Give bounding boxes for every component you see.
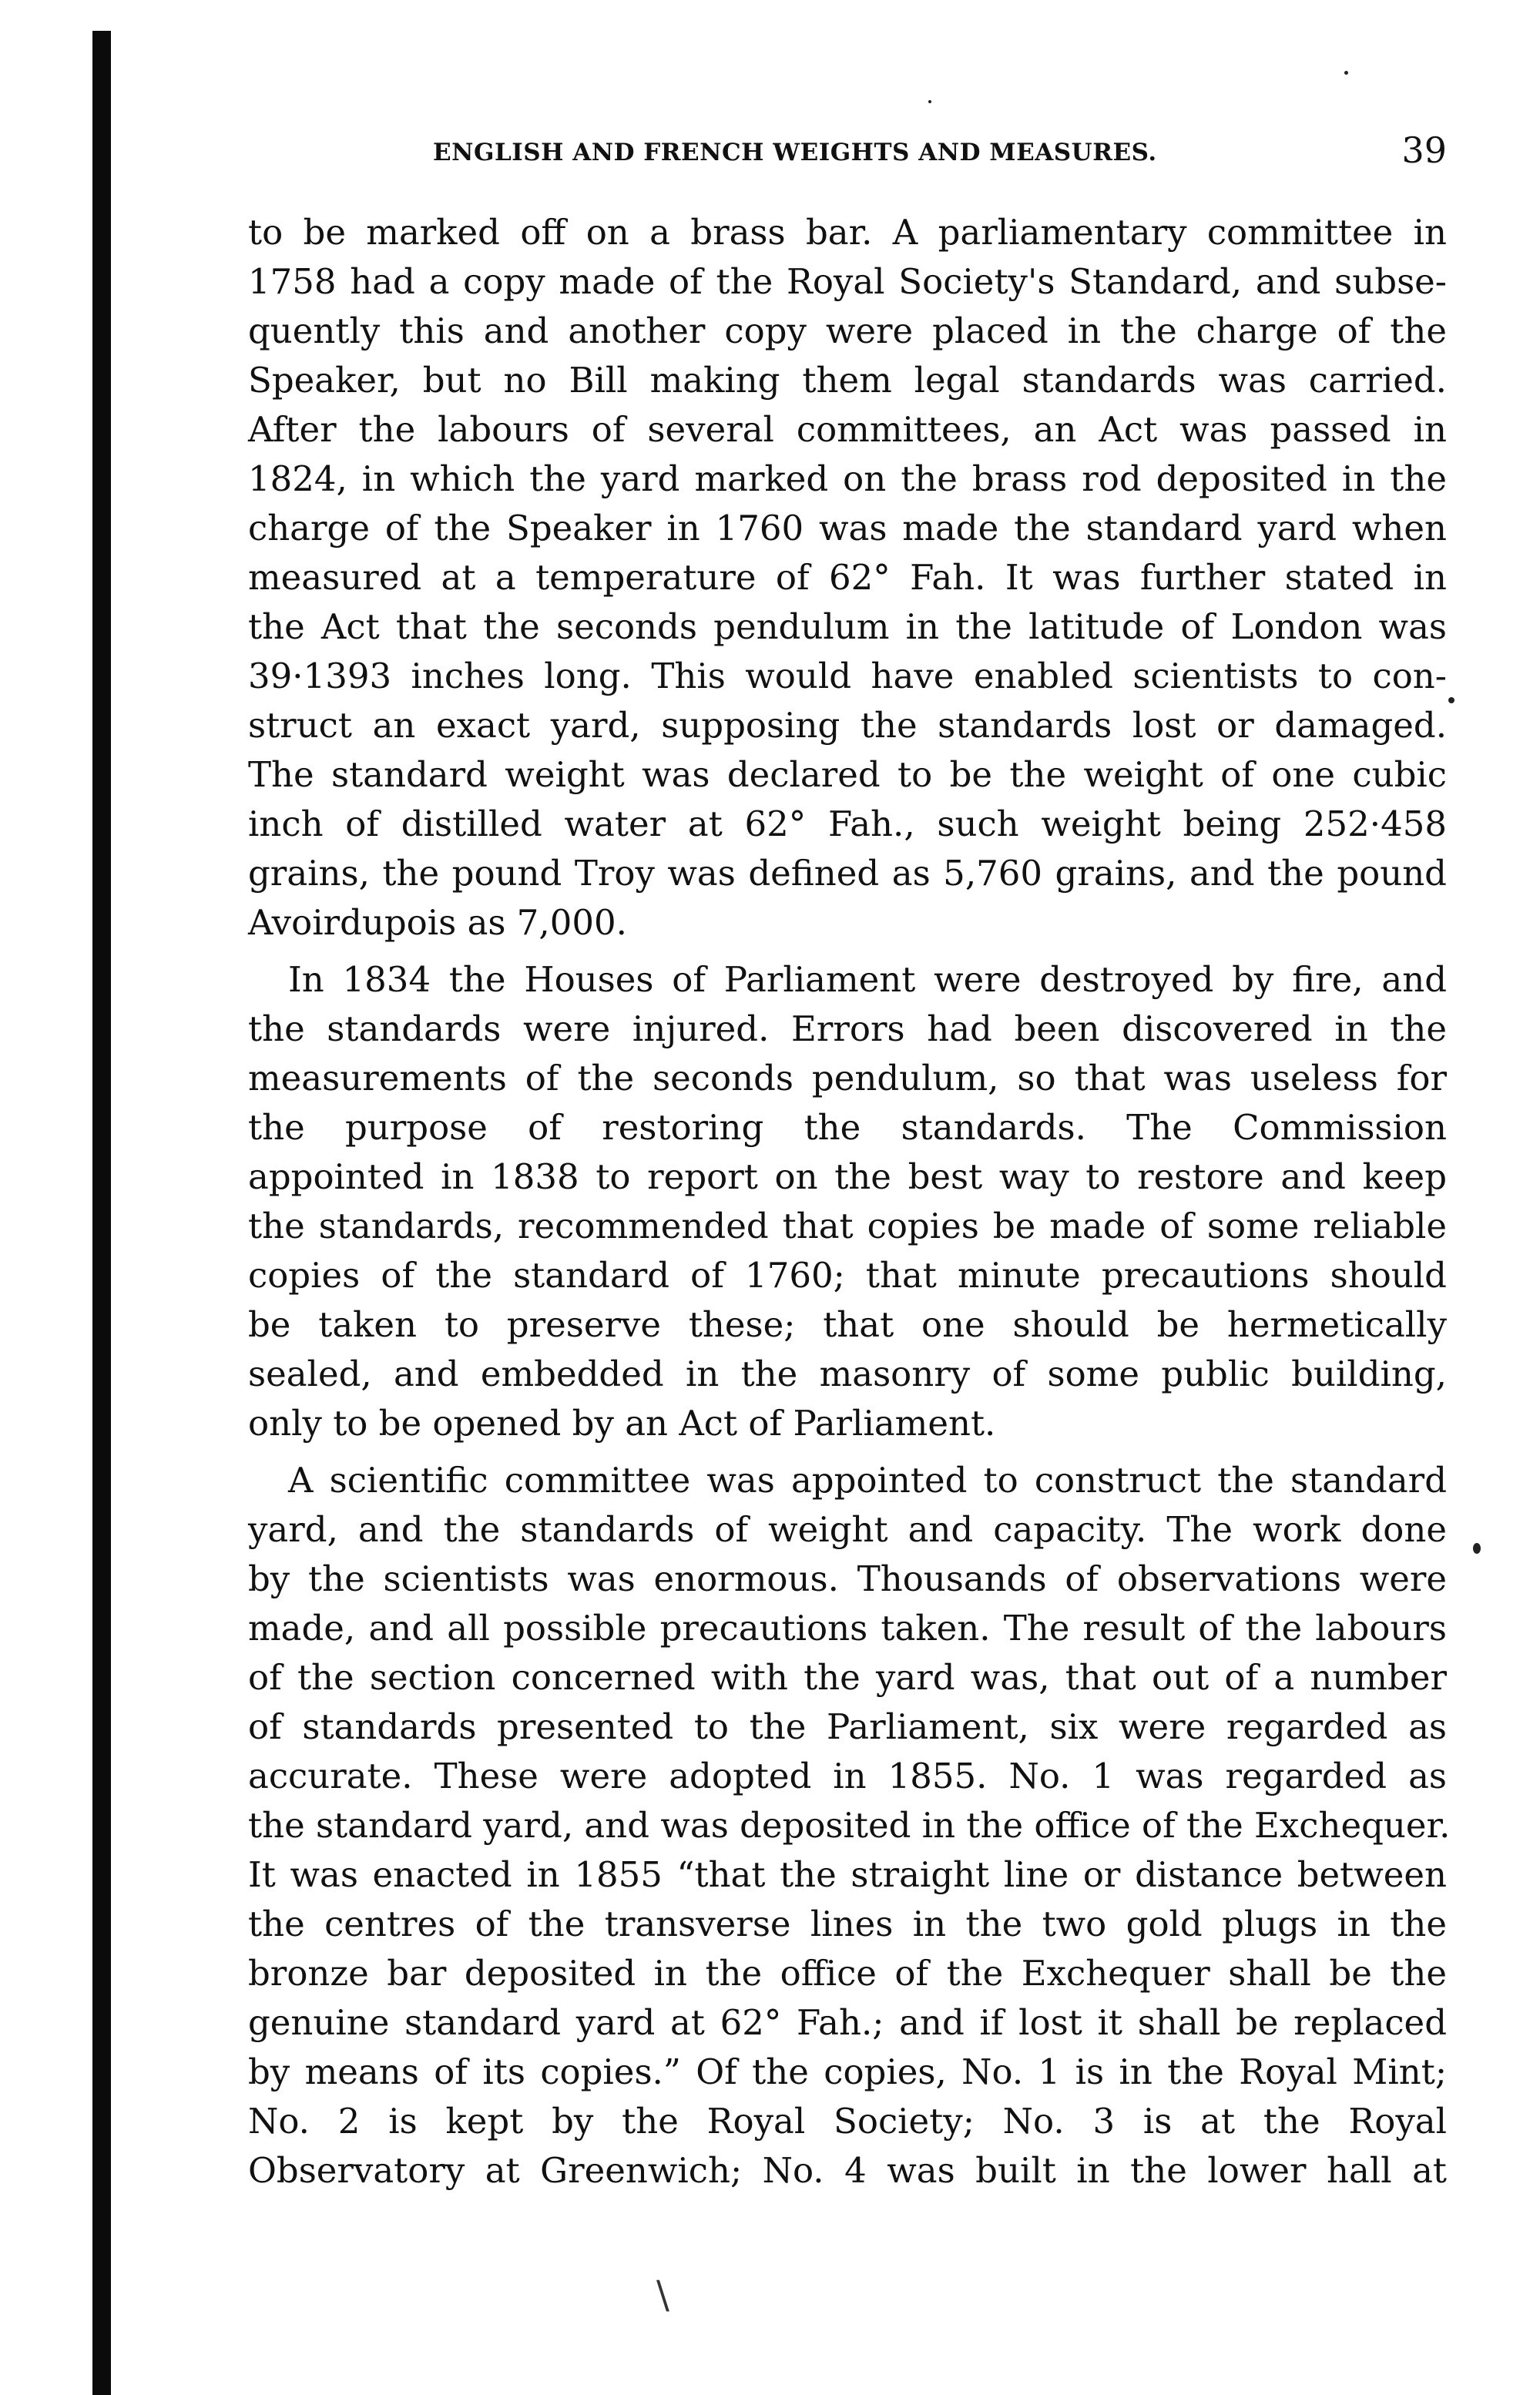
text-line: the standards, recommended that copies be made of some reliable (248, 1206, 1447, 1246)
text-line: bronze bar deposited in the office of the Exchequer shall be the (248, 1953, 1447, 1994)
text-line: A scientific committee was appointed to construct the standard (288, 1460, 1447, 1501)
text-line: After the labours of several committees, an Act was passed in (248, 409, 1447, 450)
text-line: appointed in 1838 to report on the best way to restore and keep (248, 1156, 1447, 1197)
text-line: genuine standard yard at 62° Fah.; and if lost it shall be replaced (248, 2002, 1447, 2043)
text-line: Speaker, but no Bill making them legal standards was carried. (248, 360, 1447, 401)
text-line: the purpose of restoring the standards. The Commission (248, 1107, 1447, 1148)
text-line: The standard weight was declared to be the weight of one cubic (248, 754, 1447, 795)
page-binding-edge (92, 31, 111, 2395)
text-line: to be marked off on a brass bar. A parliamentary committee in (248, 212, 1447, 253)
text-line: by means of its copies.” Of the copies, No. 1 is in the Royal Mint; (248, 2051, 1447, 2092)
text-line: accurate. These were adopted in 1855. No. 1 was regarded as (248, 1756, 1447, 1796)
paragraph-1 (248, 208, 1447, 948)
body-text (248, 208, 1451, 2195)
text-line: by the scientists was enormous. Thousands of observations were (248, 1558, 1447, 1599)
text-line: copies of the standard of 1760; that minute precautions should (248, 1255, 1447, 1296)
text-line: sealed, and embedded in the masonry of some public building, (248, 1353, 1447, 1394)
text-line: the centres of the transverse lines in the two gold plugs in the (248, 1904, 1447, 1944)
text-line: It was enacted in 1855 “that the straight line or distance between (248, 1854, 1447, 1895)
text-line: measured at a temperature of 62° Fah. It was further stated in (248, 557, 1447, 598)
text-line: 1824, in which the yard marked on the brass rod deposited in the (248, 458, 1447, 499)
text-line: measurements of the seconds pendulum, so that was useless for (248, 1058, 1447, 1099)
text-line: of standards presented to the Parliament, six were regarded as (248, 1706, 1447, 1747)
text-line: only to be opened by an Act of Parliament. (248, 1403, 996, 1444)
paragraph-3 (248, 1456, 1451, 2195)
text-line: Observatory at Greenwich; No. 4 was built in the lower hall at (248, 2150, 1447, 2191)
text-line: the Act that the seconds pendulum in the latitude of London was (248, 606, 1447, 647)
text-line: 1758 had a copy made of the Royal Society's Standard, and subse- (248, 261, 1447, 302)
page-number: 39 (1401, 129, 1447, 171)
text-line: yard, and the standards of weight and capacity. The work done (248, 1509, 1447, 1550)
stray-mark: \ (656, 2273, 669, 2317)
text-line: In 1834 the Houses of Parliament were destroyed by fire, and (288, 959, 1447, 1000)
text-line: quently this and another copy were placed in the charge of the (248, 310, 1447, 351)
text-line: Avoirdupois as 7,000. (248, 902, 627, 943)
ink-speck (1473, 1543, 1481, 1554)
text-line: grains, the pound Troy was defined as 5,760 grains, and the pound (248, 853, 1447, 894)
text-line: the standards were injured. Errors had been discovered in the (248, 1008, 1447, 1049)
text-line: be taken to preserve these; that one should be hermetically (248, 1304, 1447, 1345)
paragraph-2 (248, 955, 1447, 1448)
running-head (248, 122, 1447, 176)
text-line: No. 2 is kept by the Royal Society; No. 3 is at the Royal (248, 2101, 1447, 2142)
book-page (248, 0, 1451, 2395)
running-title: ENGLISH AND FRENCH WEIGHTS AND MEASURES. (433, 139, 1157, 166)
text-line: struct an exact yard, supposing the standards lost or damaged. (248, 705, 1447, 746)
text-line: charge of the Speaker in 1760 was made the standard yard when (248, 508, 1447, 548)
text-line: inch of distilled water at 62° Fah., such weight being 252·458 (248, 803, 1447, 844)
ink-speck (1448, 697, 1454, 703)
text-line: made, and all possible precautions taken. The result of the labours (248, 1608, 1447, 1649)
text-line: 39·1393 inches long. This would have enabled scientists to con- (248, 656, 1447, 696)
text-line: the standard yard, and was deposited in the office of the Exchequer. (248, 1805, 1451, 1846)
text-line: of the section concerned with the yard was, that out of a number (248, 1657, 1447, 1698)
